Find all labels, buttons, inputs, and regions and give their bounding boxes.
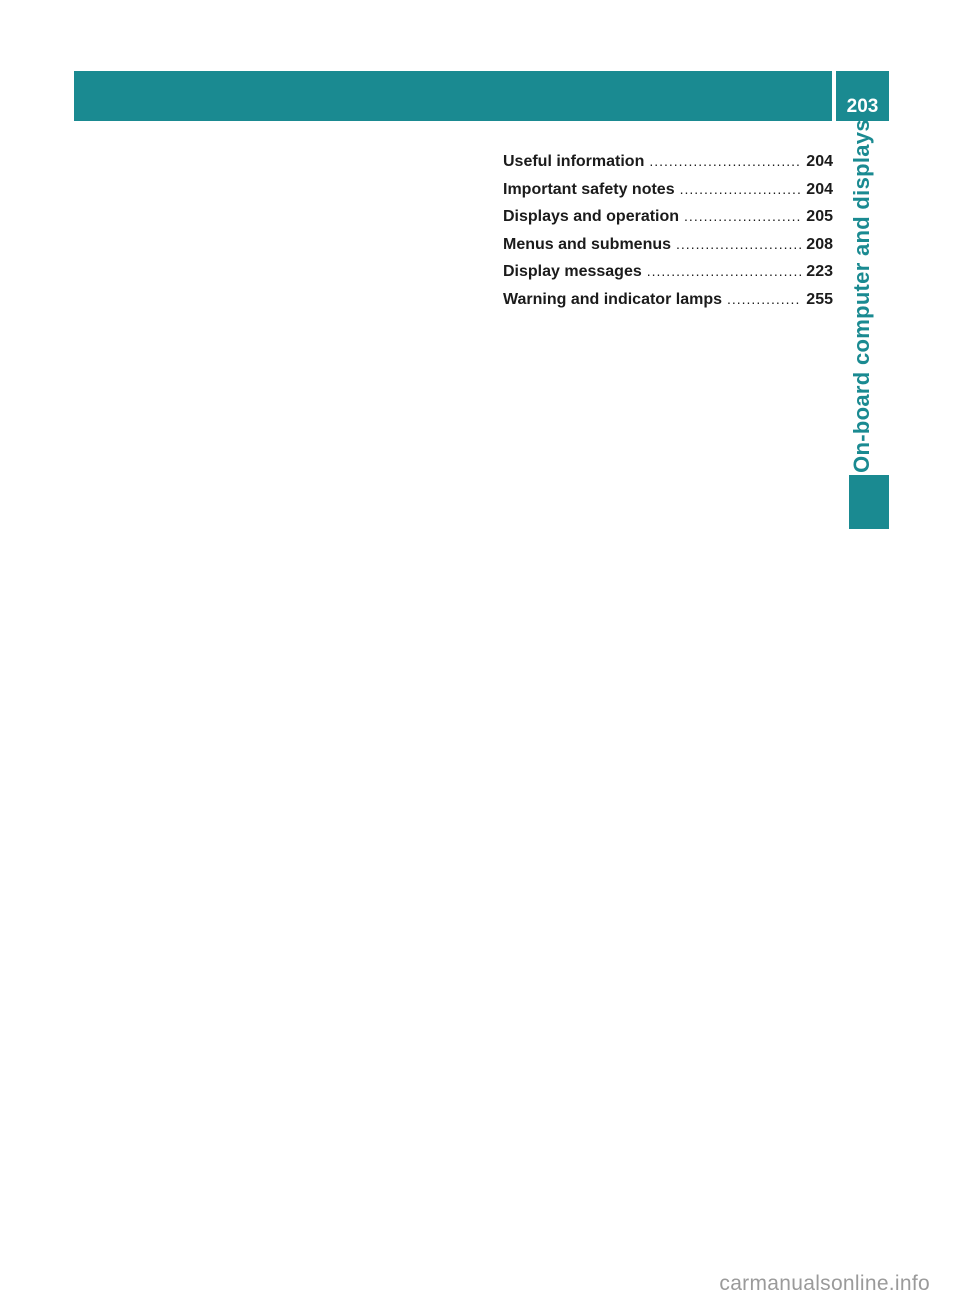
toc-entry-page: 205 [806, 208, 833, 225]
toc-entry-title: Displays and operation [503, 208, 680, 225]
toc-entry-title: Useful information [503, 153, 645, 170]
toc-entry-page: 208 [806, 235, 833, 253]
toc-leader-dots [676, 236, 801, 252]
header-bar [74, 71, 832, 121]
toc-entry-page: 204 [806, 153, 833, 170]
footer-watermark: carmanualsonline.info [719, 1272, 930, 1295]
toc-leader-dots [684, 208, 801, 224]
toc-entry-title: Menus and submenus [503, 235, 672, 253]
toc-entry-page: 223 [806, 263, 833, 280]
page-number: 203 [846, 96, 879, 117]
toc-entry-title: Display messages [503, 263, 642, 280]
toc-leader-dots [680, 181, 802, 197]
toc-entry[interactable] [503, 263, 833, 291]
toc-entry[interactable] [503, 208, 833, 236]
toc-leader-dots [647, 263, 802, 279]
toc-entry-title: Important safety notes [503, 180, 675, 198]
toc-entry[interactable] [503, 236, 833, 264]
toc-entry-title: Warning and indicator lamps [503, 290, 722, 308]
section-tab-label: On-board computer and displays [849, 119, 874, 473]
toc-leader-dots [727, 291, 801, 307]
toc-entry-page: 204 [806, 180, 833, 198]
toc-entry[interactable] [503, 181, 833, 209]
toc-entry[interactable] [503, 291, 833, 319]
section-tab-marker [849, 475, 889, 529]
table-of-contents [503, 153, 833, 318]
toc-leader-dots [649, 153, 801, 169]
toc-entry[interactable] [503, 153, 833, 181]
toc-entry-page: 255 [806, 290, 833, 308]
